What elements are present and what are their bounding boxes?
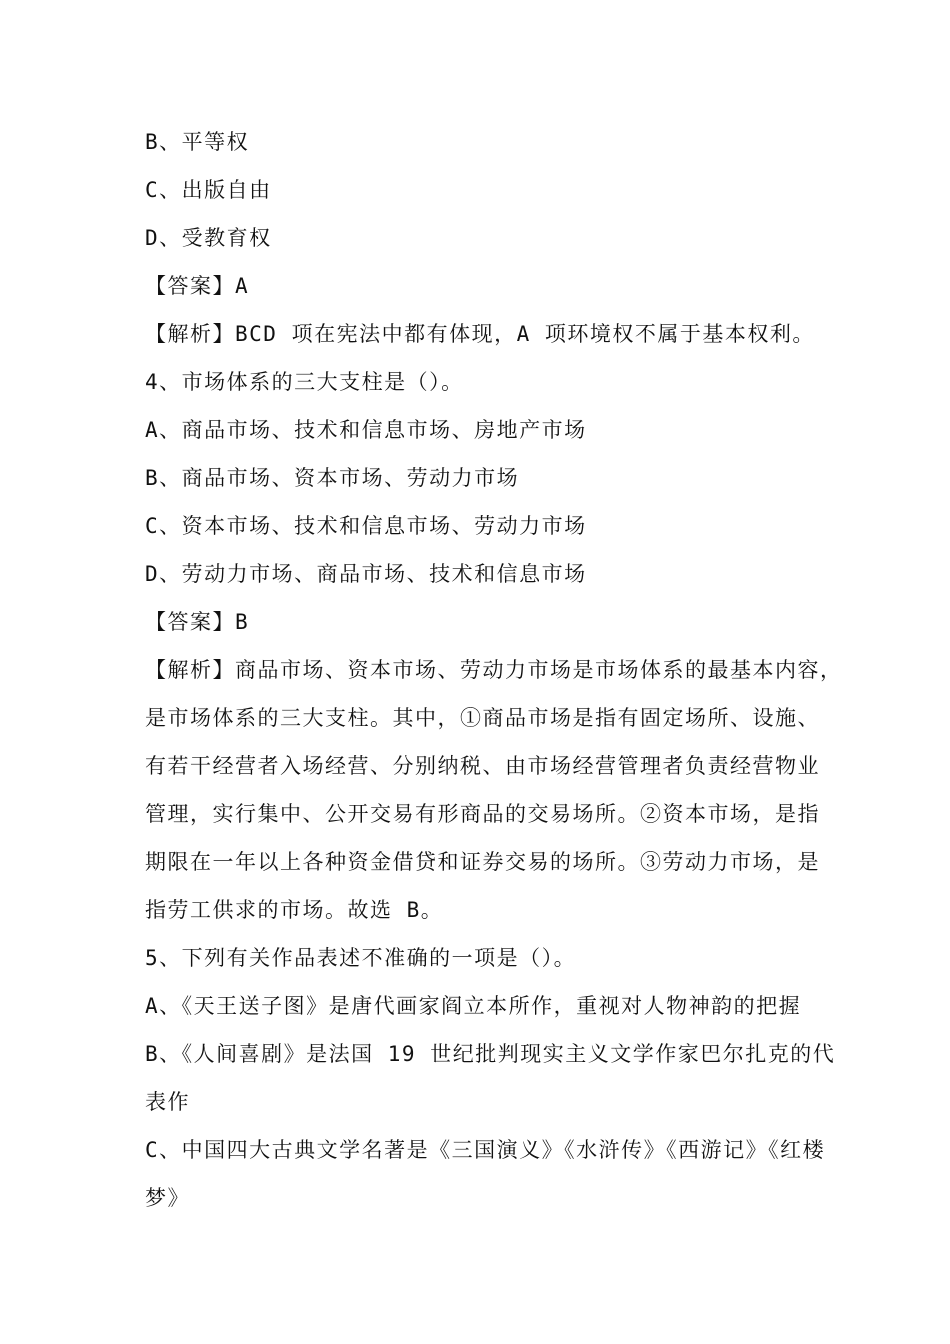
q4-explanation-line-5: 期限在一年以上各种资金借贷和证券交易的场所。③劳动力市场，是 <box>145 850 820 874</box>
question-5-line: 5、下列有关作品表述不准确的一项是（）。 <box>145 946 577 970</box>
q4-option-d-line: D、劳动力市场、商品市场、技术和信息市场 <box>145 562 587 586</box>
q4-explanation-line-4: 管理，实行集中、公开交易有形商品的交易场所。②资本市场，是指 <box>145 802 820 826</box>
q4-explanation-line-2: 是市场体系的三大支柱。其中，①商品市场是指有固定场所、设施、 <box>145 706 820 730</box>
q5-option-a-line: A、《天王送子图》是唐代画家阎立本所作，重视对人物神韵的把握 <box>145 994 802 1018</box>
q4-option-a-line: A、商品市场、技术和信息市场、房地产市场 <box>145 418 587 442</box>
q4-answer-line: 【答案】B <box>145 610 250 634</box>
q5-option-c-line-1: C、中国四大古典文学名著是《三国演义》《水浒传》《西游记》《红楼 <box>145 1138 826 1162</box>
q4-explanation-line-1: 【解析】商品市场、资本市场、劳动力市场是市场体系的最基本内容， <box>145 658 843 682</box>
question-4-line: 4、市场体系的三大支柱是（）。 <box>145 370 464 394</box>
q5-option-c-line-2: 梦》 <box>145 1186 190 1210</box>
option-d-line: D、受教育权 <box>145 226 272 250</box>
explanation-line: 【解析】BCD 项在宪法中都有体现，A 项环境权不属于基本权利。 <box>145 322 815 346</box>
q4-option-b-line: B、商品市场、资本市场、劳动力市场 <box>145 466 520 490</box>
q5-option-b-line-1: B、《人间喜剧》是法国 19 世纪批判现实主义文学作家巴尔扎克的代 <box>145 1042 836 1066</box>
option-c-line: C、出版自由 <box>145 178 272 202</box>
q4-explanation-line-3: 有若干经营者入场经营、分别纳税、由市场经营管理者负责经营物业 <box>145 754 820 778</box>
q4-option-c-line: C、资本市场、技术和信息市场、劳动力市场 <box>145 514 587 538</box>
q5-option-b-line-2: 表作 <box>145 1090 190 1114</box>
option-b-line: B、平等权 <box>145 130 250 154</box>
q4-explanation-line-6: 指劳工供求的市场。故选 B。 <box>145 898 444 922</box>
answer-line: 【答案】A <box>145 274 250 298</box>
document-body <box>145 118 843 1222</box>
